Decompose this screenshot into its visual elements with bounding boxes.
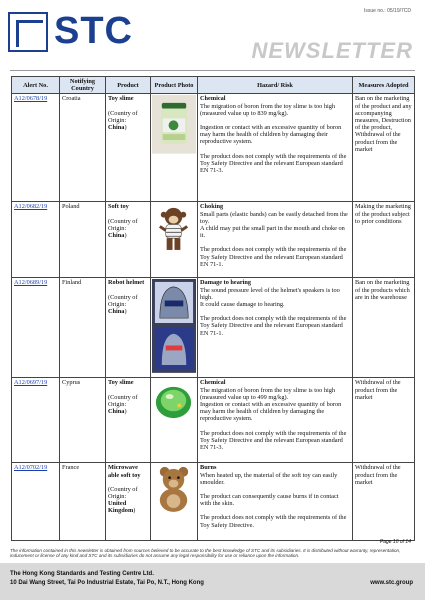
issue-number: Issue no.: 05/19/7CD xyxy=(364,8,411,14)
measures-cell: Withdrawal of the product from the market xyxy=(353,463,415,541)
stc-logo-text: STC xyxy=(54,10,133,52)
origin-label: (Country of Origin: xyxy=(108,293,138,308)
disclaimer: The information contained in this newsletter is obtained from sources believed to be accurate to the best knowledge of STC and its subsidiaries. It is distributed without warranty, representation, inducement or license of any kind and STC and its subsidiaries do not assume any legal responsibility for use or reliance upon the information. xyxy=(10,548,401,559)
hazard-text: Ingestion or contact with an excessive quantity of boron may harm the health of children by damaging the reproductive system. xyxy=(200,401,342,423)
table-row xyxy=(12,463,415,541)
hazard-text: The product does not comply with the requirements of the Toy Safety Directive and the relevant European standard EN 71-3. xyxy=(200,429,347,452)
product-cell: Soft toy (Country of Origin: China) xyxy=(106,202,151,278)
hazard-title: Burns xyxy=(200,464,217,472)
header-divider xyxy=(10,70,415,71)
product-name: Toy slime xyxy=(108,95,134,103)
product-cell: Robot helmet (Country of Origin: China) xyxy=(106,278,151,378)
product-cell: Toy slime (Country of Origin: China) xyxy=(106,378,151,463)
slime-jar-photo xyxy=(152,95,196,154)
country-cell: Poland xyxy=(60,202,106,278)
origin-label: (Country of Origin: xyxy=(108,109,138,124)
product-cell: Toy slime (Country of Origin: China) xyxy=(106,94,151,202)
newsletter-title: NEWSLETTER xyxy=(251,38,413,63)
country-cell: France xyxy=(60,463,106,541)
hazard-cell xyxy=(198,463,353,541)
country-cell: Finland xyxy=(60,278,106,378)
stc-logo-mark xyxy=(8,12,48,52)
hazard-title: Choking xyxy=(200,203,224,211)
origin-country: China xyxy=(108,124,125,132)
hazard-text: The product does not comply with the requirements of the Toy Safety Directive and the relevant European standard EN 71-3. xyxy=(200,152,347,175)
hazard-text: The migration of boron from the toy slime is too high (measured value up to 839 mg/kg). xyxy=(200,102,336,117)
origin-label: (Country of Origin: xyxy=(108,393,138,408)
robot-helmet-photo xyxy=(152,279,196,373)
origin-country: China xyxy=(108,408,125,416)
teddy-bear-photo xyxy=(152,464,196,513)
product-photo-cell xyxy=(151,463,198,541)
col-hazard-risk: Hazard/ Risk xyxy=(198,77,353,94)
product-name: Toy slime xyxy=(108,379,134,387)
origin-label: (Country of Origin: xyxy=(108,217,138,232)
hazard-text: The product can consequently cause burns if in contact with the skin. xyxy=(200,493,339,508)
hazard-title: Damage to hearing xyxy=(200,279,252,287)
hazard-cell xyxy=(198,94,353,202)
hazard-text: It could cause damage to hearing. xyxy=(200,301,285,309)
origin-country: China xyxy=(108,308,125,316)
col-product-photo: Product Photo xyxy=(151,77,198,94)
footer-bar xyxy=(0,563,425,600)
hazard-text: Small parts (elastic bands) can be easily detached from the toy. xyxy=(200,210,348,225)
hazard-text: A child may put the small part in the mouth and choke on it. xyxy=(200,225,345,240)
origin-label: (Country of Origin: xyxy=(108,485,138,501)
hazard-text: The product does not comply with the requirements of the Toy Safety Directive and the relevant European standard EN 71-1. xyxy=(200,315,347,337)
product-name: Soft toy xyxy=(108,203,129,211)
measures-cell: Ban on the marketing of the products which are in the warehouse xyxy=(353,278,415,378)
origin-country: China xyxy=(108,232,125,240)
hazard-cell xyxy=(198,278,353,378)
country-cell: Cyprus xyxy=(60,378,106,463)
hazard-cell xyxy=(198,378,353,463)
alerts-table xyxy=(11,76,415,541)
alert-link[interactable]: A12/0678/19 xyxy=(14,95,48,103)
product-cell: Microwave able soft toy (Country of Origin: United Kingdom) xyxy=(106,463,151,541)
product-name: Robot helmet xyxy=(108,279,145,287)
hazard-text: The product does not comply with the requirements of the Toy Safety Directive and the relevant European standard EN 71-1. xyxy=(200,246,347,268)
stc-logo xyxy=(8,12,158,52)
measures-cell: Withdrawal of the product from the market xyxy=(353,378,415,463)
table-row xyxy=(12,94,415,202)
alert-link[interactable]: A12/0697/19 xyxy=(14,379,48,387)
hazard-text: The product does not comply with the requirements of the Toy Safety Directive. xyxy=(200,514,347,529)
col-notifying-country: Notifying Country xyxy=(60,77,106,94)
green-slime-photo xyxy=(152,379,196,423)
alert-link[interactable]: A12/0689/19 xyxy=(14,279,48,287)
table-row xyxy=(12,278,415,378)
measures-cell: Ban on the marketing of the product and any accompanying measures, Destruction of the product, Withdrawal of the product from the market xyxy=(353,94,415,202)
footer-company: The Hong Kong Standards and Testing Centre Ltd. xyxy=(10,571,154,577)
hazard-text: Ingestion or contact with an excessive quantity of boron may harm the health of children by damaging their reproductive system. xyxy=(200,124,342,146)
hazard-title: Chemical xyxy=(200,379,226,387)
alert-link[interactable]: A12/0682/19 xyxy=(14,203,48,211)
table-header-row xyxy=(12,77,415,94)
hazard-title: Chemical xyxy=(200,95,226,103)
origin-country: United Kingdom xyxy=(108,500,134,515)
col-measures-adopted: Measures Adopted xyxy=(353,77,415,94)
page-number: Page 10 of 14 xyxy=(379,539,411,545)
col-alert-no: Alert No. xyxy=(12,77,60,94)
product-name: Microwave able soft toy xyxy=(108,464,141,479)
hazard-text: When heated up, the material of the soft toy can easily smoulder. xyxy=(200,471,338,486)
hazard-text: The sound pressure level of the helmet's speakers is too high. xyxy=(200,286,340,301)
table-row xyxy=(12,378,415,463)
product-photo-cell xyxy=(151,278,198,378)
country-cell: Croatia xyxy=(60,94,106,202)
product-photo-cell xyxy=(151,94,198,202)
table-row xyxy=(12,202,415,278)
footer-website-link[interactable]: www.stc.group xyxy=(370,580,413,586)
alert-link[interactable]: A12/0702/19 xyxy=(14,464,48,472)
monkey-soft-toy-photo xyxy=(152,203,196,262)
measures-cell: Making the marketing of the product subject to prior conditions xyxy=(353,202,415,278)
product-photo-cell xyxy=(151,202,198,278)
hazard-cell xyxy=(198,202,353,278)
product-photo-cell xyxy=(151,378,198,463)
col-product: Product xyxy=(106,77,151,94)
hazard-text: The migration of boron from the toy slime is too high (measured value up to 499 mg/kg). xyxy=(200,386,336,401)
footer-address: 10 Dai Wang Street, Tai Po Industrial Estate, Tai Po, N.T., Hong Kong xyxy=(10,580,204,586)
